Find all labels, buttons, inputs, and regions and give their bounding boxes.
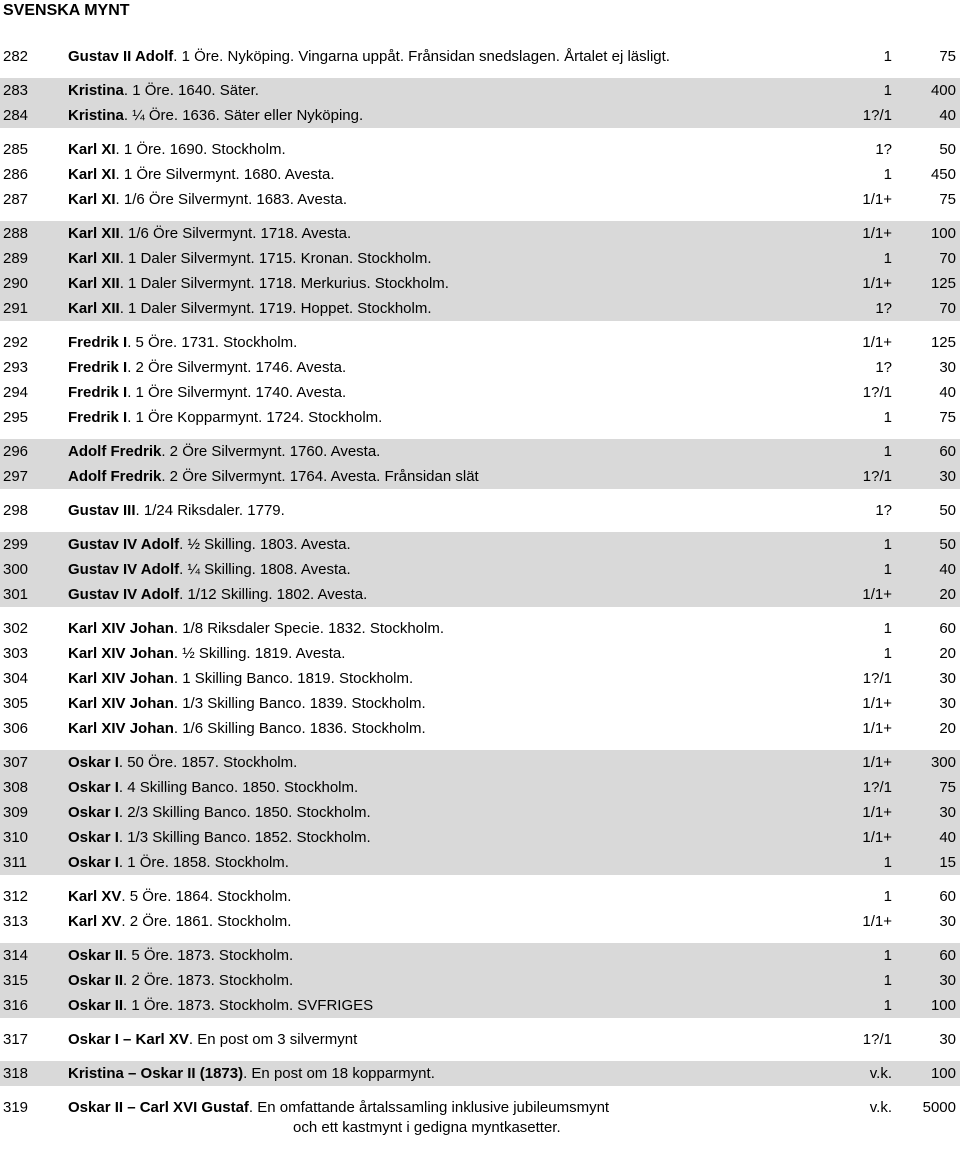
lot-description (68, 968, 293, 993)
lot-price: 20 (939, 720, 956, 737)
lot-row (0, 909, 960, 934)
lot-description (68, 775, 358, 800)
lot-price: 60 (939, 947, 956, 964)
lot-ruler: Adolf Fredrik (68, 443, 162, 460)
lot-description (68, 800, 371, 825)
lot-number: 290 (3, 275, 29, 292)
lot-ruler: Gustav IV Adolf (68, 561, 180, 578)
lot-group (0, 330, 960, 430)
lot-price: 30 (939, 670, 956, 687)
lot-grade: 1 (883, 409, 892, 426)
lot-ruler: Oskar I – Karl XV (68, 1031, 189, 1048)
lot-price: 100 (930, 997, 956, 1014)
lot-row (0, 666, 960, 691)
lot-group (0, 439, 960, 489)
lot-details: . 1/6 Öre Silvermynt. 1718. Avesta. (119, 225, 352, 242)
lot-ruler: Oskar I (68, 754, 119, 771)
lot-price: 300 (930, 754, 956, 771)
lot-grade: 1/1+ (862, 191, 892, 208)
lot-grade: 1/1+ (862, 913, 892, 930)
lot-grade: 1/1+ (862, 275, 892, 292)
lot-description (68, 78, 259, 103)
lot-price: 5000 (922, 1099, 956, 1116)
coin-catalog (0, 44, 960, 1148)
lot-description (68, 750, 297, 775)
lot-group (0, 498, 960, 523)
lot-price: 100 (930, 225, 956, 242)
lot-price: 40 (939, 561, 956, 578)
lot-number: 293 (3, 359, 29, 376)
lot-price: 50 (939, 502, 956, 519)
lot-number: 317 (3, 1031, 29, 1048)
lot-description (68, 246, 432, 271)
lot-ruler: Gustav IV Adolf (68, 536, 180, 553)
lot-description (68, 498, 285, 523)
lot-number: 292 (3, 334, 29, 351)
lot-details: . ½ Skilling. 1803. Avesta. (179, 536, 351, 553)
lot-price: 15 (939, 854, 956, 871)
lot-description (68, 825, 371, 850)
lot-row (0, 825, 960, 850)
lot-description (68, 187, 347, 212)
lot-number: 302 (3, 620, 29, 637)
lot-price: 60 (939, 443, 956, 460)
lot-description (68, 330, 297, 355)
lot-grade: 1/1+ (862, 720, 892, 737)
lot-price: 70 (939, 300, 956, 317)
lot-price: 30 (939, 804, 956, 821)
lot-grade: 1 (883, 82, 892, 99)
lot-row (0, 557, 960, 582)
lot-row (0, 187, 960, 212)
lot-number: 295 (3, 409, 29, 426)
lot-description (68, 884, 291, 909)
lot-number: 315 (3, 972, 29, 989)
lot-price: 30 (939, 1031, 956, 1048)
lot-price: 20 (939, 586, 956, 603)
lot-grade: 1?/1 (862, 670, 892, 687)
lot-details: . 1 Öre. 1690. Stockholm. (115, 141, 286, 158)
lot-details: . 2/3 Skilling Banco. 1850. Stockholm. (118, 804, 371, 821)
lot-price: 40 (939, 829, 956, 846)
lot-description (68, 993, 373, 1018)
lot-details: . 1/3 Skilling Banco. 1852. Stockholm. (118, 829, 371, 846)
lot-number: 305 (3, 695, 29, 712)
lot-number: 318 (3, 1065, 29, 1082)
lot-details: . 1 Skilling Banco. 1819. Stockholm. (173, 670, 414, 687)
lot-price: 75 (939, 48, 956, 65)
lot-description (68, 464, 479, 489)
lot-details: . 2 Öre Silvermynt. 1746. Avesta. (127, 359, 347, 376)
lot-price: 40 (939, 384, 956, 401)
lot-number: 299 (3, 536, 29, 553)
lot-number: 288 (3, 225, 29, 242)
lot-details: . 5 Öre. 1731. Stockholm. (127, 334, 298, 351)
lot-ruler: Kristina – Oskar II (1873) (68, 1065, 244, 1082)
lot-row (0, 439, 960, 464)
lot-ruler: Karl XV (68, 913, 122, 930)
lot-row (0, 1061, 960, 1086)
lot-row (0, 330, 960, 355)
lot-details: . 1/12 Skilling. 1802. Avesta. (179, 586, 368, 603)
lot-number: 294 (3, 384, 29, 401)
lot-grade: 1 (883, 561, 892, 578)
lot-row (0, 405, 960, 430)
lot-ruler: Oskar II (68, 947, 124, 964)
lot-grade: v.k. (869, 1099, 892, 1116)
lot-details: . 1 Öre. 1858. Stockholm. (118, 854, 289, 871)
lot-details: . 50 Öre. 1857. Stockholm. (118, 754, 298, 771)
lot-details: . 1 Öre Kopparmynt. 1724. Stockholm. (127, 409, 383, 426)
lot-number: 300 (3, 561, 29, 578)
lot-grade: 1 (883, 997, 892, 1014)
lot-row (0, 884, 960, 909)
lot-details: . 4 Skilling Banco. 1850. Stockholm. (118, 779, 359, 796)
lot-grade: 1?/1 (862, 107, 892, 124)
lot-description (68, 162, 335, 187)
lot-description (68, 355, 346, 380)
lot-ruler: Karl XII (68, 300, 120, 317)
lot-row (0, 78, 960, 103)
lot-description (68, 909, 291, 934)
lot-group (0, 532, 960, 607)
lot-price: 60 (939, 620, 956, 637)
lot-row (0, 380, 960, 405)
lot-row (0, 993, 960, 1018)
lot-price: 450 (930, 166, 956, 183)
lot-description (68, 44, 670, 69)
lot-group (0, 943, 960, 1018)
lot-grade: 1? (875, 359, 892, 376)
lot-grade: 1/1+ (862, 225, 892, 242)
lot-grade: 1 (883, 620, 892, 637)
lot-description (68, 582, 367, 607)
lot-grade: v.k. (869, 1065, 892, 1082)
lot-number: 307 (3, 754, 29, 771)
lot-details: . 1 Öre Silvermynt. 1680. Avesta. (115, 166, 335, 183)
lot-row (0, 582, 960, 607)
lot-ruler: Karl XII (68, 250, 120, 267)
lot-number: 308 (3, 779, 29, 796)
lot-price: 20 (939, 645, 956, 662)
lot-number: 316 (3, 997, 29, 1014)
lot-row (0, 716, 960, 741)
lot-details: . 1 Öre. 1873. Stockholm. SVFRIGES (123, 997, 374, 1014)
lot-details-continued: och ett kastmynt i gedigna myntkasetter. (293, 1119, 561, 1136)
lot-grade: 1 (883, 888, 892, 905)
lot-ruler: Karl XII (68, 225, 120, 242)
lot-grade: 1/1+ (862, 804, 892, 821)
lot-description (68, 616, 444, 641)
lot-row (0, 775, 960, 800)
lot-ruler: Fredrik I (68, 359, 128, 376)
lot-number: 287 (3, 191, 29, 208)
lot-ruler: Fredrik I (68, 409, 128, 426)
lot-number: 298 (3, 502, 29, 519)
lot-details: . 1 Öre. 1640. Säter. (123, 82, 259, 99)
lot-ruler: Kristina (68, 107, 124, 124)
lot-number: 304 (3, 670, 29, 687)
lot-ruler: Karl XI (68, 191, 116, 208)
lot-details: . 1/6 Skilling Banco. 1836. Stockholm. (173, 720, 426, 737)
lot-details: . 2 Öre. 1861. Stockholm. (121, 913, 292, 930)
lot-grade: 1?/1 (862, 384, 892, 401)
lot-ruler: Oskar II – Carl XVI Gustaf (68, 1099, 249, 1116)
lot-number: 289 (3, 250, 29, 267)
lot-grade: 1? (875, 141, 892, 158)
lot-details: . 1/8 Riksdaler Specie. 1832. Stockholm. (173, 620, 445, 637)
lot-description (68, 439, 380, 464)
lot-details: . 1 Daler Silvermynt. 1719. Hoppet. Stockholm. (119, 300, 432, 317)
lot-number: 296 (3, 443, 29, 460)
lot-grade: 1 (883, 48, 892, 65)
lot-group (0, 1061, 960, 1086)
lot-description (68, 641, 345, 666)
lot-row (0, 464, 960, 489)
lot-grade: 1?/1 (862, 468, 892, 485)
lot-details: . 5 Öre. 1864. Stockholm. (121, 888, 292, 905)
lot-row (0, 691, 960, 716)
lot-ruler: Karl XIV Johan (68, 695, 174, 712)
lot-number: 285 (3, 141, 29, 158)
lot-description (68, 532, 351, 557)
lot-row (0, 532, 960, 557)
lot-number: 319 (3, 1099, 29, 1116)
lot-price: 40 (939, 107, 956, 124)
lot-price: 70 (939, 250, 956, 267)
lot-row (0, 355, 960, 380)
lot-row (0, 137, 960, 162)
lot-row (0, 103, 960, 128)
lot-group (0, 750, 960, 875)
lot-grade: 1?/1 (862, 779, 892, 796)
lot-price: 75 (939, 409, 956, 426)
lot-description (68, 380, 346, 405)
lot-description (68, 137, 286, 162)
lot-ruler: Karl XIV Johan (68, 720, 174, 737)
lot-grade: 1 (883, 854, 892, 871)
lot-number: 309 (3, 804, 29, 821)
lot-details: . 1 Daler Silvermynt. 1715. Kronan. Stockholm. (119, 250, 432, 267)
lot-row (0, 943, 960, 968)
lot-description (68, 666, 413, 691)
lot-description (68, 716, 426, 741)
lot-description (68, 691, 426, 716)
lot-row (0, 850, 960, 875)
lot-details: . 1/24 Riksdaler. 1779. (135, 502, 285, 519)
lot-ruler: Oskar I (68, 779, 119, 796)
lot-ruler: Oskar I (68, 829, 119, 846)
lot-row (0, 246, 960, 271)
lot-row (0, 616, 960, 641)
lot-ruler: Gustav IV Adolf (68, 586, 180, 603)
lot-grade: 1/1+ (862, 754, 892, 771)
lot-row (0, 271, 960, 296)
lot-ruler: Oskar I (68, 804, 119, 821)
lot-details: . 1 Öre Silvermynt. 1740. Avesta. (127, 384, 347, 401)
lot-row (0, 1027, 960, 1052)
lot-group (0, 884, 960, 934)
lot-details: . 1/3 Skilling Banco. 1839. Stockholm. (173, 695, 426, 712)
lot-number: 286 (3, 166, 29, 183)
lot-grade: 1 (883, 645, 892, 662)
lot-row (0, 641, 960, 666)
lot-row (0, 968, 960, 993)
lot-price: 400 (930, 82, 956, 99)
lot-ruler: Fredrik I (68, 384, 128, 401)
lot-details: . 2 Öre Silvermynt. 1760. Avesta. (161, 443, 381, 460)
lot-details: . En omfattande årtalssamling inklusive jubileumsmynt (248, 1099, 610, 1116)
lot-price: 75 (939, 779, 956, 796)
lot-row (0, 750, 960, 775)
lot-number: 283 (3, 82, 29, 99)
lot-grade: 1/1+ (862, 695, 892, 712)
lot-description (68, 1027, 357, 1052)
lot-details: . 5 Öre. 1873. Stockholm. (123, 947, 294, 964)
lot-ruler: Karl XIV Johan (68, 670, 174, 687)
lot-row (0, 221, 960, 246)
lot-grade: 1 (883, 166, 892, 183)
lot-group (0, 44, 960, 69)
lot-description (68, 296, 432, 321)
lot-grade: 1 (883, 250, 892, 267)
lot-details: . ½ Skilling. 1819. Avesta. (173, 645, 346, 662)
lot-group (0, 78, 960, 128)
lot-number: 291 (3, 300, 29, 317)
lot-grade: 1?/1 (862, 1031, 892, 1048)
lot-grade: 1 (883, 443, 892, 460)
lot-ruler: Gustav III (68, 502, 136, 519)
lot-description (68, 1061, 435, 1086)
lot-description (68, 271, 449, 296)
lot-price: 30 (939, 972, 956, 989)
lot-grade: 1 (883, 972, 892, 989)
lot-details: . ¼ Skilling. 1808. Avesta. (179, 561, 351, 578)
lot-details: . 1 Daler Silvermynt. 1718. Merkurius. Stockholm. (119, 275, 449, 292)
lot-description (68, 221, 351, 246)
lot-ruler: Karl XI (68, 141, 116, 158)
lot-ruler: Karl XIV Johan (68, 620, 174, 637)
lot-details: . En post om 3 silvermynt (188, 1031, 358, 1048)
lot-price: 100 (930, 1065, 956, 1082)
lot-price: 30 (939, 359, 956, 376)
lot-ruler: Oskar I (68, 854, 119, 871)
lot-ruler: Oskar II (68, 972, 124, 989)
lot-price: 125 (930, 275, 956, 292)
lot-grade: 1/1+ (862, 829, 892, 846)
lot-ruler: Karl XIV Johan (68, 645, 174, 662)
lot-row (0, 162, 960, 187)
lot-price: 30 (939, 913, 956, 930)
lot-price: 75 (939, 191, 956, 208)
lot-ruler: Karl XI (68, 166, 116, 183)
lot-price: 50 (939, 536, 956, 553)
lot-grade: 1 (883, 536, 892, 553)
lot-grade: 1? (875, 502, 892, 519)
lot-number: 313 (3, 913, 29, 930)
lot-details: . En post om 18 kopparmynt. (243, 1065, 435, 1082)
lot-group (0, 1027, 960, 1052)
lot-row (0, 1095, 960, 1139)
lot-price: 30 (939, 468, 956, 485)
lot-ruler: Gustav II Adolf (68, 48, 174, 65)
lot-details: . ¼ Öre. 1636. Säter eller Nyköping. (123, 107, 364, 124)
lot-grade: 1 (883, 947, 892, 964)
lot-ruler: Karl XV (68, 888, 122, 905)
lot-number: 310 (3, 829, 29, 846)
lot-details: . 2 Öre Silvermynt. 1764. Avesta. Frånsidan slät (161, 468, 479, 485)
lot-details: . 2 Öre. 1873. Stockholm. (123, 972, 294, 989)
lot-row (0, 296, 960, 321)
lot-number: 314 (3, 947, 29, 964)
lot-price: 125 (930, 334, 956, 351)
lot-ruler: Fredrik I (68, 334, 128, 351)
lot-description (68, 943, 293, 968)
lot-row (0, 800, 960, 825)
lot-number: 282 (3, 48, 29, 65)
lot-number: 312 (3, 888, 29, 905)
lot-price: 50 (939, 141, 956, 158)
lot-description (68, 405, 382, 430)
lot-number: 311 (3, 854, 27, 871)
lot-row (0, 44, 960, 69)
lot-ruler: Adolf Fredrik (68, 468, 162, 485)
lot-number: 297 (3, 468, 29, 485)
lot-row (0, 498, 960, 523)
lot-group (0, 1095, 960, 1139)
lot-ruler: Oskar II (68, 997, 124, 1014)
lot-ruler: Kristina (68, 82, 124, 99)
lot-description (68, 850, 289, 875)
lot-grade: 1/1+ (862, 586, 892, 603)
lot-ruler: Karl XII (68, 275, 120, 292)
lot-price: 60 (939, 888, 956, 905)
lot-grade: 1/1+ (862, 334, 892, 351)
lot-group (0, 221, 960, 321)
lot-number: 306 (3, 720, 29, 737)
lot-details: . 1 Öre. Nyköping. Vingarna uppåt. Frånsidan snedslagen. Årtalet ej läsligt. (173, 48, 670, 65)
lot-grade: 1? (875, 300, 892, 317)
lot-details: . 1/6 Öre Silvermynt. 1683. Avesta. (115, 191, 348, 208)
lot-group (0, 616, 960, 741)
lot-number: 303 (3, 645, 29, 662)
lot-description (68, 103, 363, 128)
lot-description (68, 557, 351, 582)
lot-price: 30 (939, 695, 956, 712)
lot-group (0, 137, 960, 212)
page-title: SVENSKA MYNT (3, 2, 130, 19)
lot-number: 301 (3, 586, 29, 603)
lot-number: 284 (3, 107, 29, 124)
